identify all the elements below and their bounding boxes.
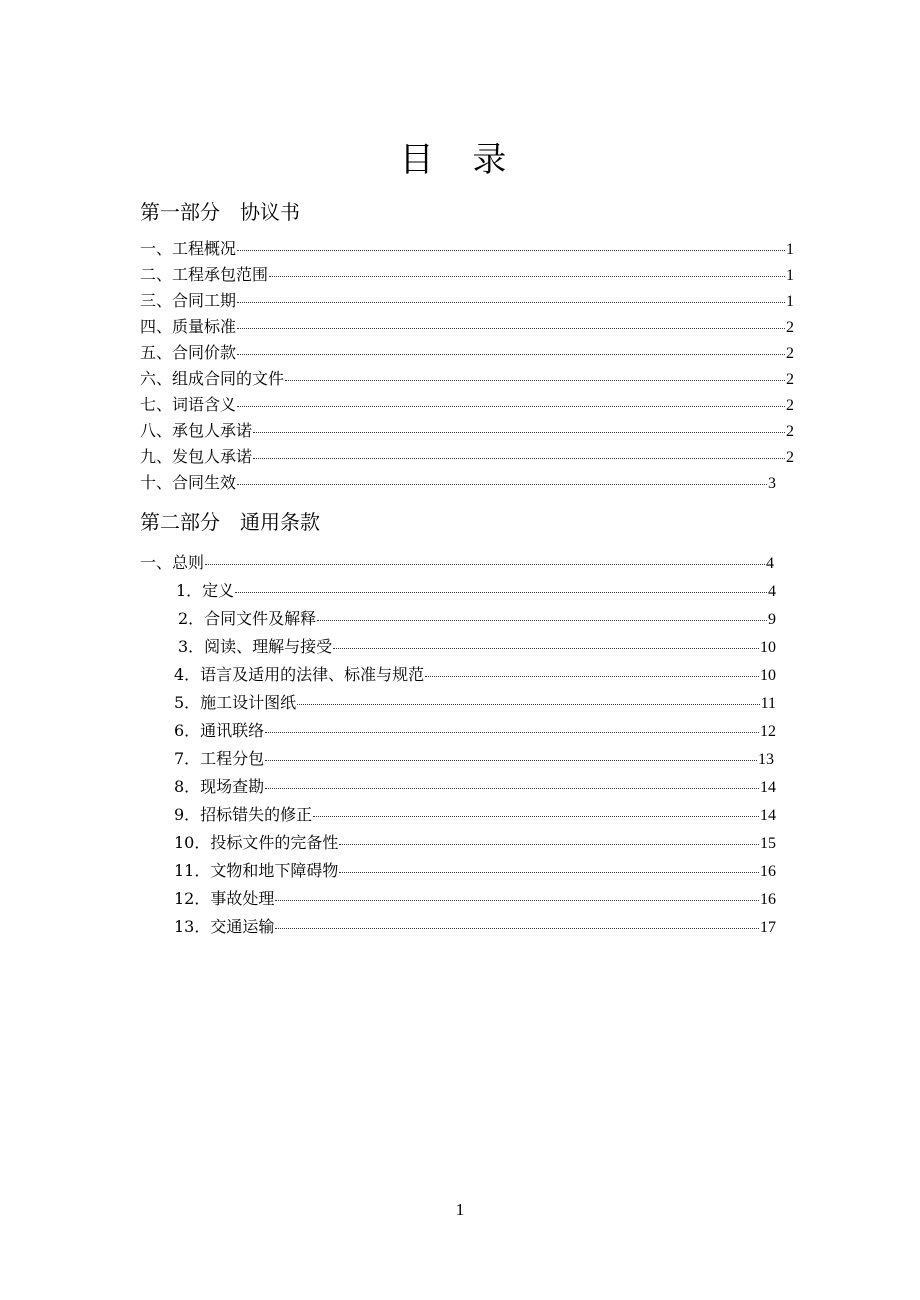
toc-leader [285,380,785,381]
toc-entry[interactable] [174,858,776,880]
toc-leader [237,354,785,355]
toc-entry[interactable] [140,262,794,284]
toc-entry[interactable] [174,830,776,852]
toc-entry-label: 一、总则 [140,553,205,572]
part2-heading-title: 通用条款 [240,510,320,534]
toc-entry[interactable] [140,340,794,362]
toc-entry-page: 2 [786,319,794,336]
toc-entry[interactable] [174,774,776,796]
toc-entry-page: 13 [758,751,774,768]
toc-entry-page: 3 [768,475,776,492]
toc-leader [205,564,765,565]
toc-entry-label: 12．事故处理 [174,889,275,908]
toc-entry-page: 1 [786,267,794,284]
toc-leader [297,704,759,705]
part1-heading-number: 第一部分 [140,200,220,224]
toc-entry-label: 10．投标文件的完备性 [174,833,339,852]
toc-entry[interactable] [178,606,776,628]
toc-entry[interactable] [140,366,794,388]
toc-entry-label: 6．通讯联络 [174,721,265,740]
toc-entry-page: 2 [786,397,794,414]
toc-entry-page: 2 [786,449,794,466]
toc-entry-page: 15 [760,835,776,852]
toc-entry[interactable] [176,578,776,600]
toc-entry-page: 14 [760,807,776,824]
toc-entry-label: 5．施工设计图纸 [174,693,297,712]
toc-entry-label: 2．合同文件及解释 [178,609,317,628]
toc-entry[interactable] [174,718,776,740]
toc-entry-label: 十、合同生效 [140,473,237,492]
toc-leader [275,928,759,929]
toc-leader [237,250,785,251]
toc-entry[interactable] [174,886,776,908]
toc-entry-label: 3．阅读、理解与接受 [178,637,333,656]
toc-entry-page: 17 [760,919,776,936]
toc-leader [253,432,785,433]
toc-entry[interactable] [140,236,794,258]
toc-entry-label: 五、合同价款 [140,343,237,362]
toc-entry-page: 2 [786,423,794,440]
toc-leader [237,406,785,407]
toc-entry-label: 4．语言及适用的法律、标准与规范 [174,665,425,684]
toc-entry-page: 14 [760,779,776,796]
toc-entry-page: 12 [760,723,776,740]
part1-heading [140,196,300,225]
toc-leader [265,760,757,761]
toc-leader [237,328,785,329]
toc-entry-page: 9 [768,611,776,628]
toc-entry-label: 二、工程承包范围 [140,265,269,284]
page-number: 1 [455,1200,465,1219]
toc-leader [333,648,759,649]
toc-entry-page: 2 [786,371,794,388]
part2-heading [140,506,320,535]
toc-entry-page: 16 [760,891,776,908]
toc-leader [339,872,759,873]
toc-entry-label: 一、工程概况 [140,239,237,258]
toc-entry-label: 9．招标错失的修正 [174,805,313,824]
toc-entry-page: 11 [760,695,776,712]
toc-entry[interactable] [174,662,776,684]
toc-entry-label: 11．文物和地下障碍物 [174,861,339,880]
toc-entry[interactable] [174,802,776,824]
toc-entry[interactable] [140,444,794,466]
toc-leader [265,788,759,789]
toc-entry[interactable] [140,288,794,310]
part2-heading-number: 第二部分 [140,510,220,534]
toc-leader [313,816,759,817]
toc-leader [237,302,785,303]
toc-entry[interactable] [140,314,794,336]
toc-entry[interactable] [174,690,776,712]
toc-leader [253,458,785,459]
toc-entry[interactable] [140,470,776,492]
toc-leader [265,732,759,733]
toc-entry[interactable] [174,746,774,768]
toc-section[interactable] [140,550,774,572]
toc-entry-page: 4 [766,555,774,572]
toc-entry[interactable] [140,418,794,440]
toc-entry-label: 七、词语含义 [140,395,237,414]
toc-entry-page: 16 [760,863,776,880]
toc-entry-label: 四、质量标准 [140,317,237,336]
toc-entry-label: 1．定义 [176,581,235,600]
toc-entry[interactable] [140,392,794,414]
toc-leader [237,484,767,485]
toc-leader [317,620,767,621]
toc-entry-page: 10 [760,667,776,684]
toc-entry-page: 10 [760,639,776,656]
toc-leader [269,276,785,277]
toc-entry-page: 4 [768,583,776,600]
toc-entry-label: 三、合同工期 [140,291,237,310]
toc-entry-label: 六、组成合同的文件 [140,369,285,388]
toc-entry-label: 八、承包人承诺 [140,421,253,440]
toc-entry-label: 8．现场查勘 [174,777,265,796]
toc-entry-label: 13．交通运输 [174,917,275,936]
page-title: 目 录 [399,140,521,180]
toc-entry-page: 1 [786,241,794,258]
toc-entry-label: 7．工程分包 [174,749,265,768]
toc-entry[interactable] [174,914,776,936]
toc-entry-page: 2 [786,345,794,362]
toc-entry-page: 1 [786,293,794,310]
toc-entry[interactable] [178,634,776,656]
toc-leader [425,676,759,677]
toc-leader [339,844,759,845]
toc-leader [235,592,767,593]
toc-entry-label: 九、发包人承诺 [140,447,253,466]
part1-heading-title: 协议书 [240,200,300,224]
toc-leader [275,900,759,901]
